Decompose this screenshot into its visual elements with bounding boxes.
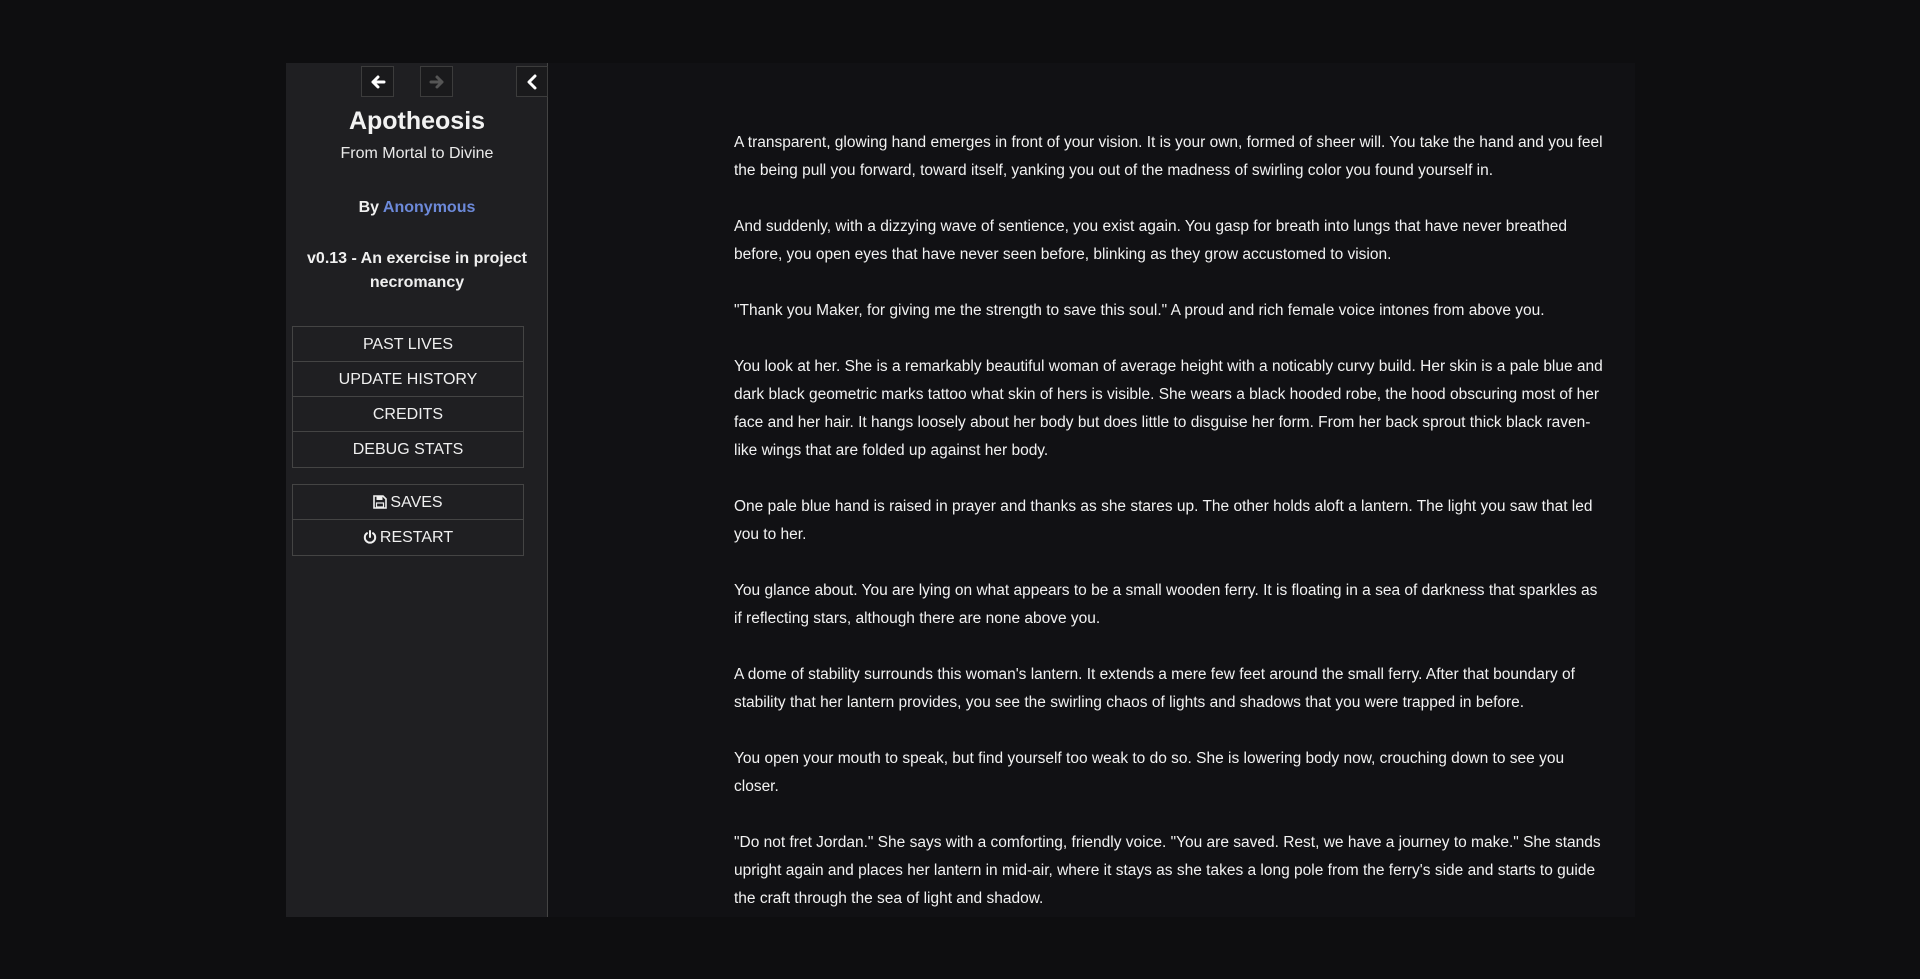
passage-paragraph: You open your mouth to speak, but find yourself too weak to do so. She is lowering body now, crouching down to see you closer. xyxy=(734,750,1565,795)
passage-paragraph: A dome of stability surrounds this woman's lantern. It extends a mere few feet around the small ferry. After that boundary of stability that her lantern provides, you see the swirling chaos of lights and shadows that you were trapped in before. xyxy=(734,666,1575,711)
menu-item-credits[interactable]: CREDITS xyxy=(293,397,523,432)
byline-label: By xyxy=(358,199,380,216)
history-forward-button[interactable] xyxy=(420,66,453,97)
passage-paragraph: "Thank you Maker, for giving me the strength to save this soul." A proud and rich female voice intones from above you. xyxy=(734,302,1545,319)
passage-paragraph: One pale blue hand is raised in prayer and thanks as she stares up. The other holds aloft a lantern. The light you saw that led you to her. xyxy=(734,498,1593,543)
restart-button[interactable] xyxy=(293,520,523,555)
save-menu xyxy=(292,484,524,556)
story-subtitle: From Mortal to Divine xyxy=(340,145,494,162)
story-frame xyxy=(286,63,1635,917)
sidebar xyxy=(286,63,548,917)
story-menu xyxy=(292,326,524,468)
passage-paragraph: A transparent, glowing hand emerges in front of your vision. It is your own, formed of sheer will. You take the hand and you feel the being pull you forward, toward itself, yanking you out of the madness of swirling color you found yourself in. xyxy=(734,134,1603,179)
saves-label: SAVES xyxy=(390,494,443,511)
author-link[interactable]: Anonymous xyxy=(382,199,476,216)
passage-paragraph: "Do not fret Jordan." She says with a comforting, friendly voice. "You are saved. Rest, we have a journey to make." She stands upright again and places her lantern in mid-air, where it stays as she takes a long pole from the ferry's side and starts to guide the craft through the sea of light and shadow. xyxy=(734,834,1601,907)
arrow-right-icon xyxy=(429,74,445,90)
menu-item-past-lives[interactable]: PAST LIVES xyxy=(293,327,523,362)
history-back-button[interactable] xyxy=(361,66,394,97)
floppy-disk-icon xyxy=(373,495,387,509)
passage-paragraph: And suddenly, with a dizzying wave of sentience, you exist again. You gasp for breath into lungs that have never breathed before, you open eyes that have never seen before, blinking as they grow accustomed to vision. xyxy=(734,218,1567,263)
story-byline xyxy=(286,199,548,217)
menu-item-debug-stats[interactable]: DEBUG STATS xyxy=(352,441,464,458)
passage-paragraph: You look at her. She is a remarkably beautiful woman of average height with a noticably curvy build. Her skin is a pale blue and dark black geometric marks tattoo what skin of hers is visible. She wears a black hooded robe, the hood obscuring most of her face and her hair. It hangs loosely about her body but does little to disguise her form. From her back sprout thick black raven-like wings that are folded up against her body. xyxy=(734,358,1603,459)
saves-button[interactable] xyxy=(293,485,523,520)
story-title: Apotheosis xyxy=(348,107,486,135)
arrow-left-icon xyxy=(370,74,386,90)
power-icon xyxy=(363,530,377,544)
menu-item-update-history[interactable]: UPDATE HISTORY xyxy=(293,362,523,397)
story-version: v0.13 - An exercise in project necromancy xyxy=(307,250,527,291)
passage-paragraph: You glance about. You are lying on what appears to be a small wooden ferry. It is floating in a sea of darkness that sparkles as if reflecting stars, although there are none above you. xyxy=(734,582,1598,627)
restart-label: RESTART xyxy=(379,529,454,546)
sidebar-collapse-button[interactable] xyxy=(516,66,548,97)
story-passage xyxy=(734,129,1604,941)
chevron-left-icon xyxy=(525,74,539,90)
